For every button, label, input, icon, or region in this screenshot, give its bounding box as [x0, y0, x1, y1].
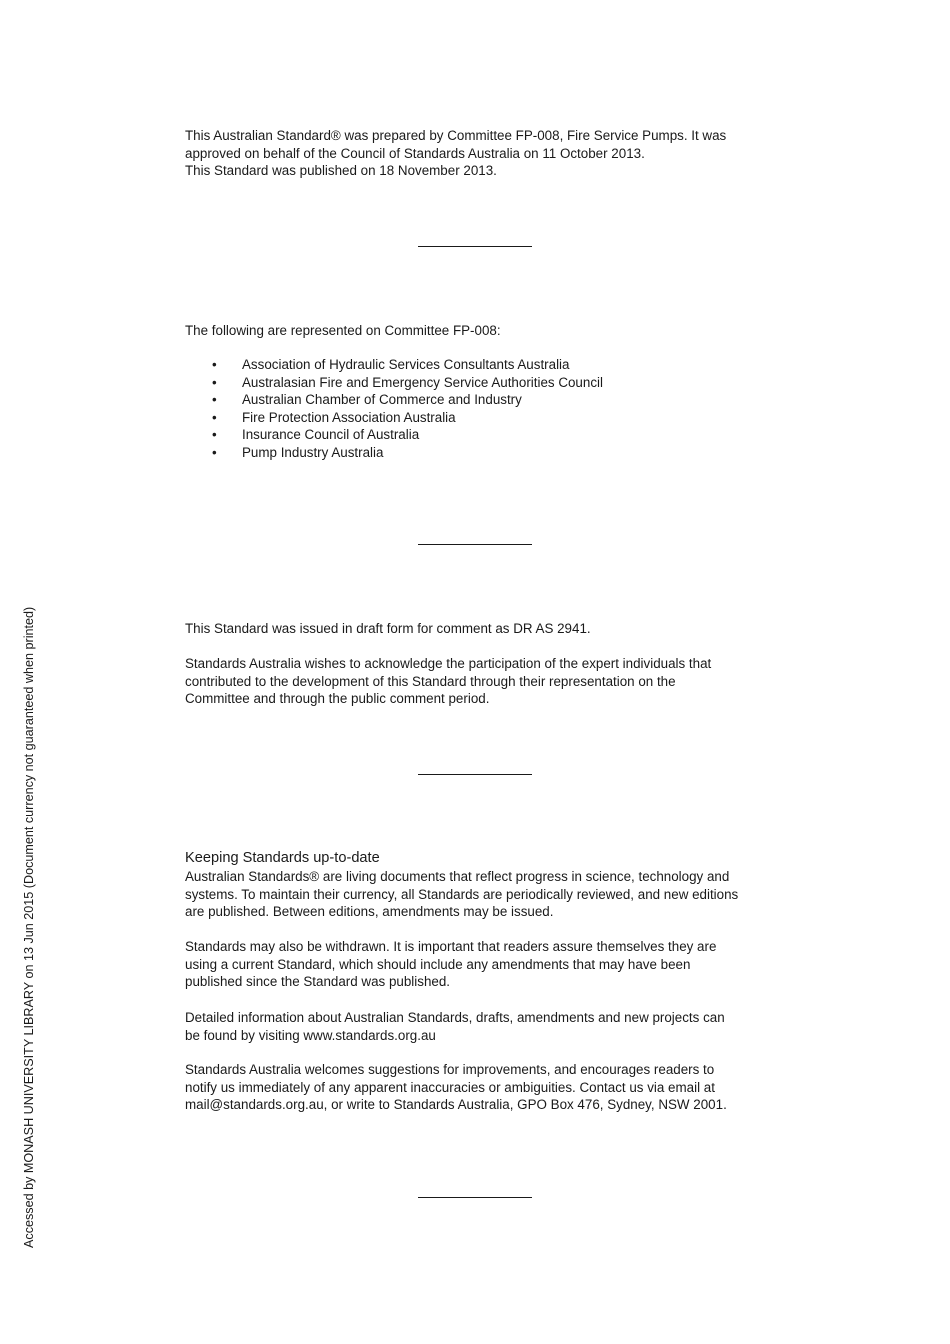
bullet-icon: •: [212, 409, 217, 425]
paragraph-line: Standards Australia welcomes suggestions for improvements, and encourages readers to: [185, 1062, 715, 1077]
committee-member-list: [212, 356, 603, 462]
section-heading: Keeping Standards up-to-date: [185, 850, 380, 866]
paragraph-line: Detailed information about Australian Standards, drafts, amendments and new projects can: [185, 1010, 725, 1025]
acknowledgement-line: Standards Australia wishes to acknowledge the participation of the expert individuals that: [185, 656, 712, 671]
suggestions-paragraph: [185, 1061, 775, 1114]
bullet-icon: •: [212, 427, 217, 443]
acknowledgement-paragraph: [185, 655, 775, 708]
section-divider: [418, 774, 532, 775]
preparation-line: approved on behalf of the Council of Standards Australia on 11 October 2013.: [185, 145, 645, 161]
list-item: [212, 444, 603, 462]
list-item: [212, 409, 603, 427]
paragraph-text: be found by visiting: [185, 1027, 304, 1043]
paragraph-text: , or write to Standards Australia, GPO Box 476, Sydney, NSW 2001.: [323, 1097, 727, 1113]
member-name: Insurance Council of Australia: [242, 427, 420, 443]
paragraph-line: using a current Standard, which should include any amendments that may have been: [185, 956, 691, 972]
member-name: Australian Chamber of Commerce and Industry: [242, 392, 522, 408]
preparation-line: This Australian Standard® was prepared by Committee FP-008, Fire Service Pumps. It was: [185, 128, 727, 143]
list-item: [212, 356, 603, 374]
paragraph-line: published since the Standard was published.: [185, 974, 451, 990]
list-item: [212, 374, 603, 392]
list-item: [212, 426, 603, 444]
access-watermark: Accessed by MONASH UNIVERSITY LIBRARY on 13 Jun 2015 (Document currency not guaranteed when printed): [22, 606, 36, 1248]
committee-intro: The following are represented on Committee FP-008:: [185, 323, 501, 338]
draft-issued-note: This Standard was issued in draft form for comment as DR AS 2941.: [185, 621, 591, 636]
acknowledgement-line: contributed to the development of this Standard through their representation on the: [185, 673, 676, 689]
paragraph-line: systems. To maintain their currency, all Standards are periodically reviewed, and new editions: [185, 886, 739, 902]
email-link[interactable]: mail@standards.org.au: [185, 1097, 324, 1113]
bullet-icon: •: [212, 357, 217, 372]
preparation-paragraph: [185, 127, 775, 180]
paragraph-line: notify us immediately of any apparent inaccuracies or ambiguities. Contact us via email at: [185, 1079, 715, 1095]
withdrawal-paragraph: [185, 938, 775, 991]
paragraph-line: [185, 1096, 775, 1114]
bullet-icon: •: [212, 444, 217, 460]
paragraph-line: Standards may also be withdrawn. It is important that readers assure themselves they are: [185, 939, 717, 954]
paragraph-line: are published. Between editions, amendments may be issued.: [185, 904, 554, 920]
section-divider: [418, 544, 532, 545]
list-item: [212, 391, 603, 409]
section-divider: [418, 1197, 532, 1198]
member-name: Association of Hydraulic Services Consultants Australia: [242, 357, 570, 372]
publication-date-line: This Standard was published on 18 November 2013.: [185, 163, 497, 179]
member-name: Fire Protection Association Australia: [242, 409, 456, 425]
section-divider: [418, 246, 532, 247]
paragraph-line: [185, 1027, 775, 1045]
detailed-information-paragraph: [185, 1009, 775, 1044]
member-name: Pump Industry Australia: [242, 444, 384, 460]
living-documents-paragraph: [185, 868, 775, 921]
paragraph-line: Australian Standards® are living documents that reflect progress in science, technology and: [185, 869, 730, 884]
member-name: Australasian Fire and Emergency Service Authorities Council: [242, 374, 603, 390]
acknowledgement-line: Committee and through the public comment period.: [185, 691, 490, 707]
bullet-icon: •: [212, 374, 217, 390]
bullet-icon: •: [212, 392, 217, 408]
website-link[interactable]: www.standards.org.au: [303, 1027, 436, 1043]
